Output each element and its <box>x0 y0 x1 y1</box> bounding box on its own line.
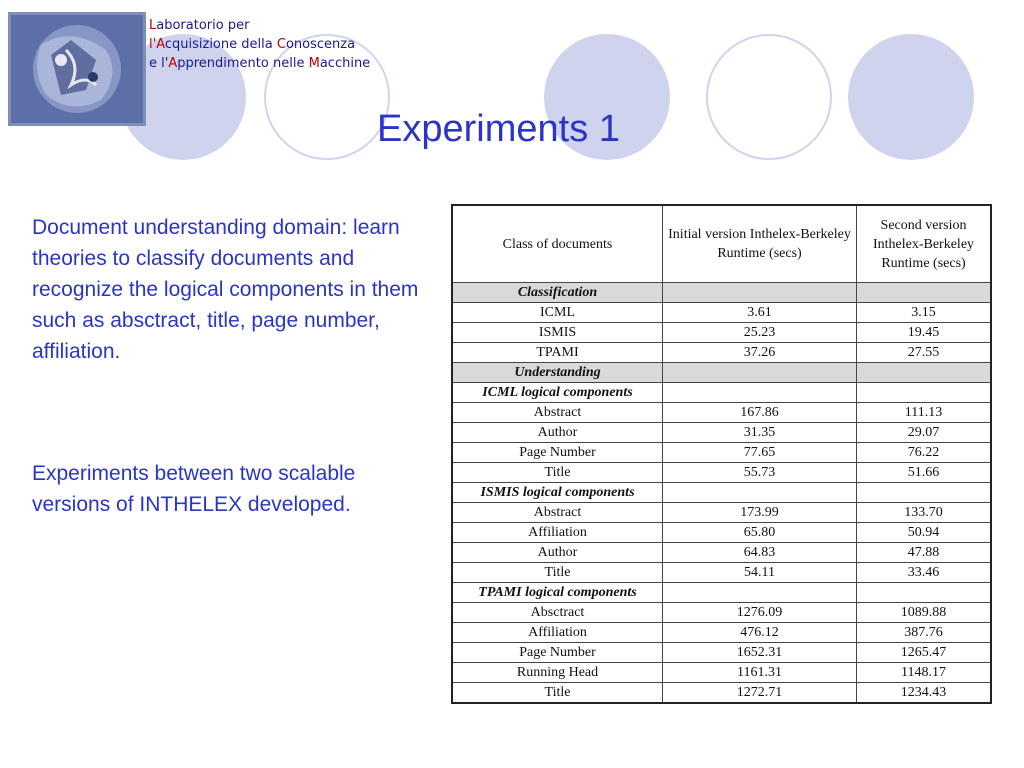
table-header-row <box>452 205 991 283</box>
row-label-cell: Page Number <box>452 643 663 663</box>
runtime-cell: 1234.43 <box>857 683 992 704</box>
runtime-cell: 19.45 <box>857 323 992 343</box>
row-label-cell: Author <box>452 543 663 563</box>
table-section-row <box>452 283 991 303</box>
table-section-row <box>452 363 991 383</box>
runtime-cell <box>857 383 992 403</box>
header-class-of-documents: Class of documents <box>452 205 663 283</box>
table-row <box>452 503 991 523</box>
decorative-circle <box>848 34 974 160</box>
table-row <box>452 463 991 483</box>
runtime-cell: 167.86 <box>663 403 857 423</box>
runtime-cell <box>857 483 992 503</box>
header-second-version: Second version Inthelex-Berkeley Runtime (secs) <box>857 205 992 283</box>
table-body <box>452 283 991 704</box>
row-label-cell: ISMIS logical components <box>452 483 663 503</box>
runtime-cell: 37.26 <box>663 343 857 363</box>
runtime-cell: 54.11 <box>663 563 857 583</box>
table-row <box>452 403 991 423</box>
runtime-cell: 1272.71 <box>663 683 857 704</box>
row-label-cell: TPAMI logical components <box>452 583 663 603</box>
table-row <box>452 563 991 583</box>
runtime-cell: 3.15 <box>857 303 992 323</box>
runtime-cell: 77.65 <box>663 443 857 463</box>
table-row <box>452 643 991 663</box>
row-label-cell: Understanding <box>452 363 663 383</box>
runtime-cell: 133.70 <box>857 503 992 523</box>
row-label-cell: Author <box>452 423 663 443</box>
runtime-cell: 387.76 <box>857 623 992 643</box>
table-row <box>452 683 991 704</box>
row-label-cell: Title <box>452 563 663 583</box>
runtime-cell: 476.12 <box>663 623 857 643</box>
runtime-cell: 25.23 <box>663 323 857 343</box>
body-paragraph-2: Experiments between two scalable versions of INTHELEX developed. <box>32 462 356 516</box>
lab-name-line1: Laboratorio per <box>149 18 250 33</box>
table-subsection-row <box>452 383 991 403</box>
table-row <box>452 603 991 623</box>
results-table <box>451 204 992 704</box>
runtime-cell: 1089.88 <box>857 603 992 623</box>
runtime-cell: 64.83 <box>663 543 857 563</box>
row-label-cell: ICML logical components <box>452 383 663 403</box>
runtime-cell <box>857 363 992 383</box>
runtime-cell <box>857 283 992 303</box>
table-subsection-row <box>452 483 991 503</box>
runtime-cell: 55.73 <box>663 463 857 483</box>
runtime-cell: 33.46 <box>857 563 992 583</box>
runtime-cell: 1652.31 <box>663 643 857 663</box>
row-label-cell: ICML <box>452 303 663 323</box>
runtime-cell <box>663 483 857 503</box>
row-label-cell: Running Head <box>452 663 663 683</box>
runtime-cell <box>663 383 857 403</box>
runtime-cell: 29.07 <box>857 423 992 443</box>
lab-name <box>149 16 370 73</box>
decorative-ring <box>706 34 832 160</box>
row-label-cell: ISMIS <box>452 323 663 343</box>
slide-title: Experiments 1 <box>377 108 620 150</box>
row-label-cell: Title <box>452 683 663 704</box>
runtime-cell: 111.13 <box>857 403 992 423</box>
table-subsection-row <box>452 583 991 603</box>
row-label-cell: Abstract <box>452 503 663 523</box>
table-row <box>452 623 991 643</box>
runtime-cell <box>663 283 857 303</box>
runtime-cell: 27.55 <box>857 343 992 363</box>
body-paragraph-1: Document understanding domain: learn theories to classify documents and recognize the logical components in them such as absctract, title, page number, affiliation. <box>32 216 419 363</box>
row-label-cell: Title <box>452 463 663 483</box>
table-row <box>452 323 991 343</box>
row-label-cell: Affiliation <box>452 623 663 643</box>
runtime-cell: 1161.31 <box>663 663 857 683</box>
runtime-cell: 47.88 <box>857 543 992 563</box>
row-label-cell: Abstract <box>452 403 663 423</box>
runtime-cell: 65.80 <box>663 523 857 543</box>
row-label-cell: Classification <box>452 283 663 303</box>
table-row <box>452 443 991 463</box>
row-label-cell: Affiliation <box>452 523 663 543</box>
runtime-cell: 76.22 <box>857 443 992 463</box>
table-row <box>452 663 991 683</box>
table-row <box>452 523 991 543</box>
runtime-cell: 50.94 <box>857 523 992 543</box>
row-label-cell: Page Number <box>452 443 663 463</box>
row-label-cell: TPAMI <box>452 343 663 363</box>
runtime-cell: 1265.47 <box>857 643 992 663</box>
runtime-cell: 1276.09 <box>663 603 857 623</box>
runtime-cell <box>857 583 992 603</box>
lab-name-line2: l'Acquisizione della Conoscenza <box>149 37 356 52</box>
runtime-cell: 1148.17 <box>857 663 992 683</box>
runtime-cell: 3.61 <box>663 303 857 323</box>
runtime-cell: 31.35 <box>663 423 857 443</box>
table-row <box>452 423 991 443</box>
runtime-cell <box>663 363 857 383</box>
runtime-cell: 51.66 <box>857 463 992 483</box>
lab-name-line3: e l'Apprendimento nelle Macchine <box>149 56 371 71</box>
header-initial-version: Initial version Inthelex-Berkeley Runtime (secs) <box>663 205 857 283</box>
lab-logo <box>8 12 146 126</box>
row-label-cell: Absctract <box>452 603 663 623</box>
table-row <box>452 303 991 323</box>
table-row <box>452 543 991 563</box>
runtime-cell <box>663 583 857 603</box>
runtime-cell: 173.99 <box>663 503 857 523</box>
table-row <box>452 343 991 363</box>
